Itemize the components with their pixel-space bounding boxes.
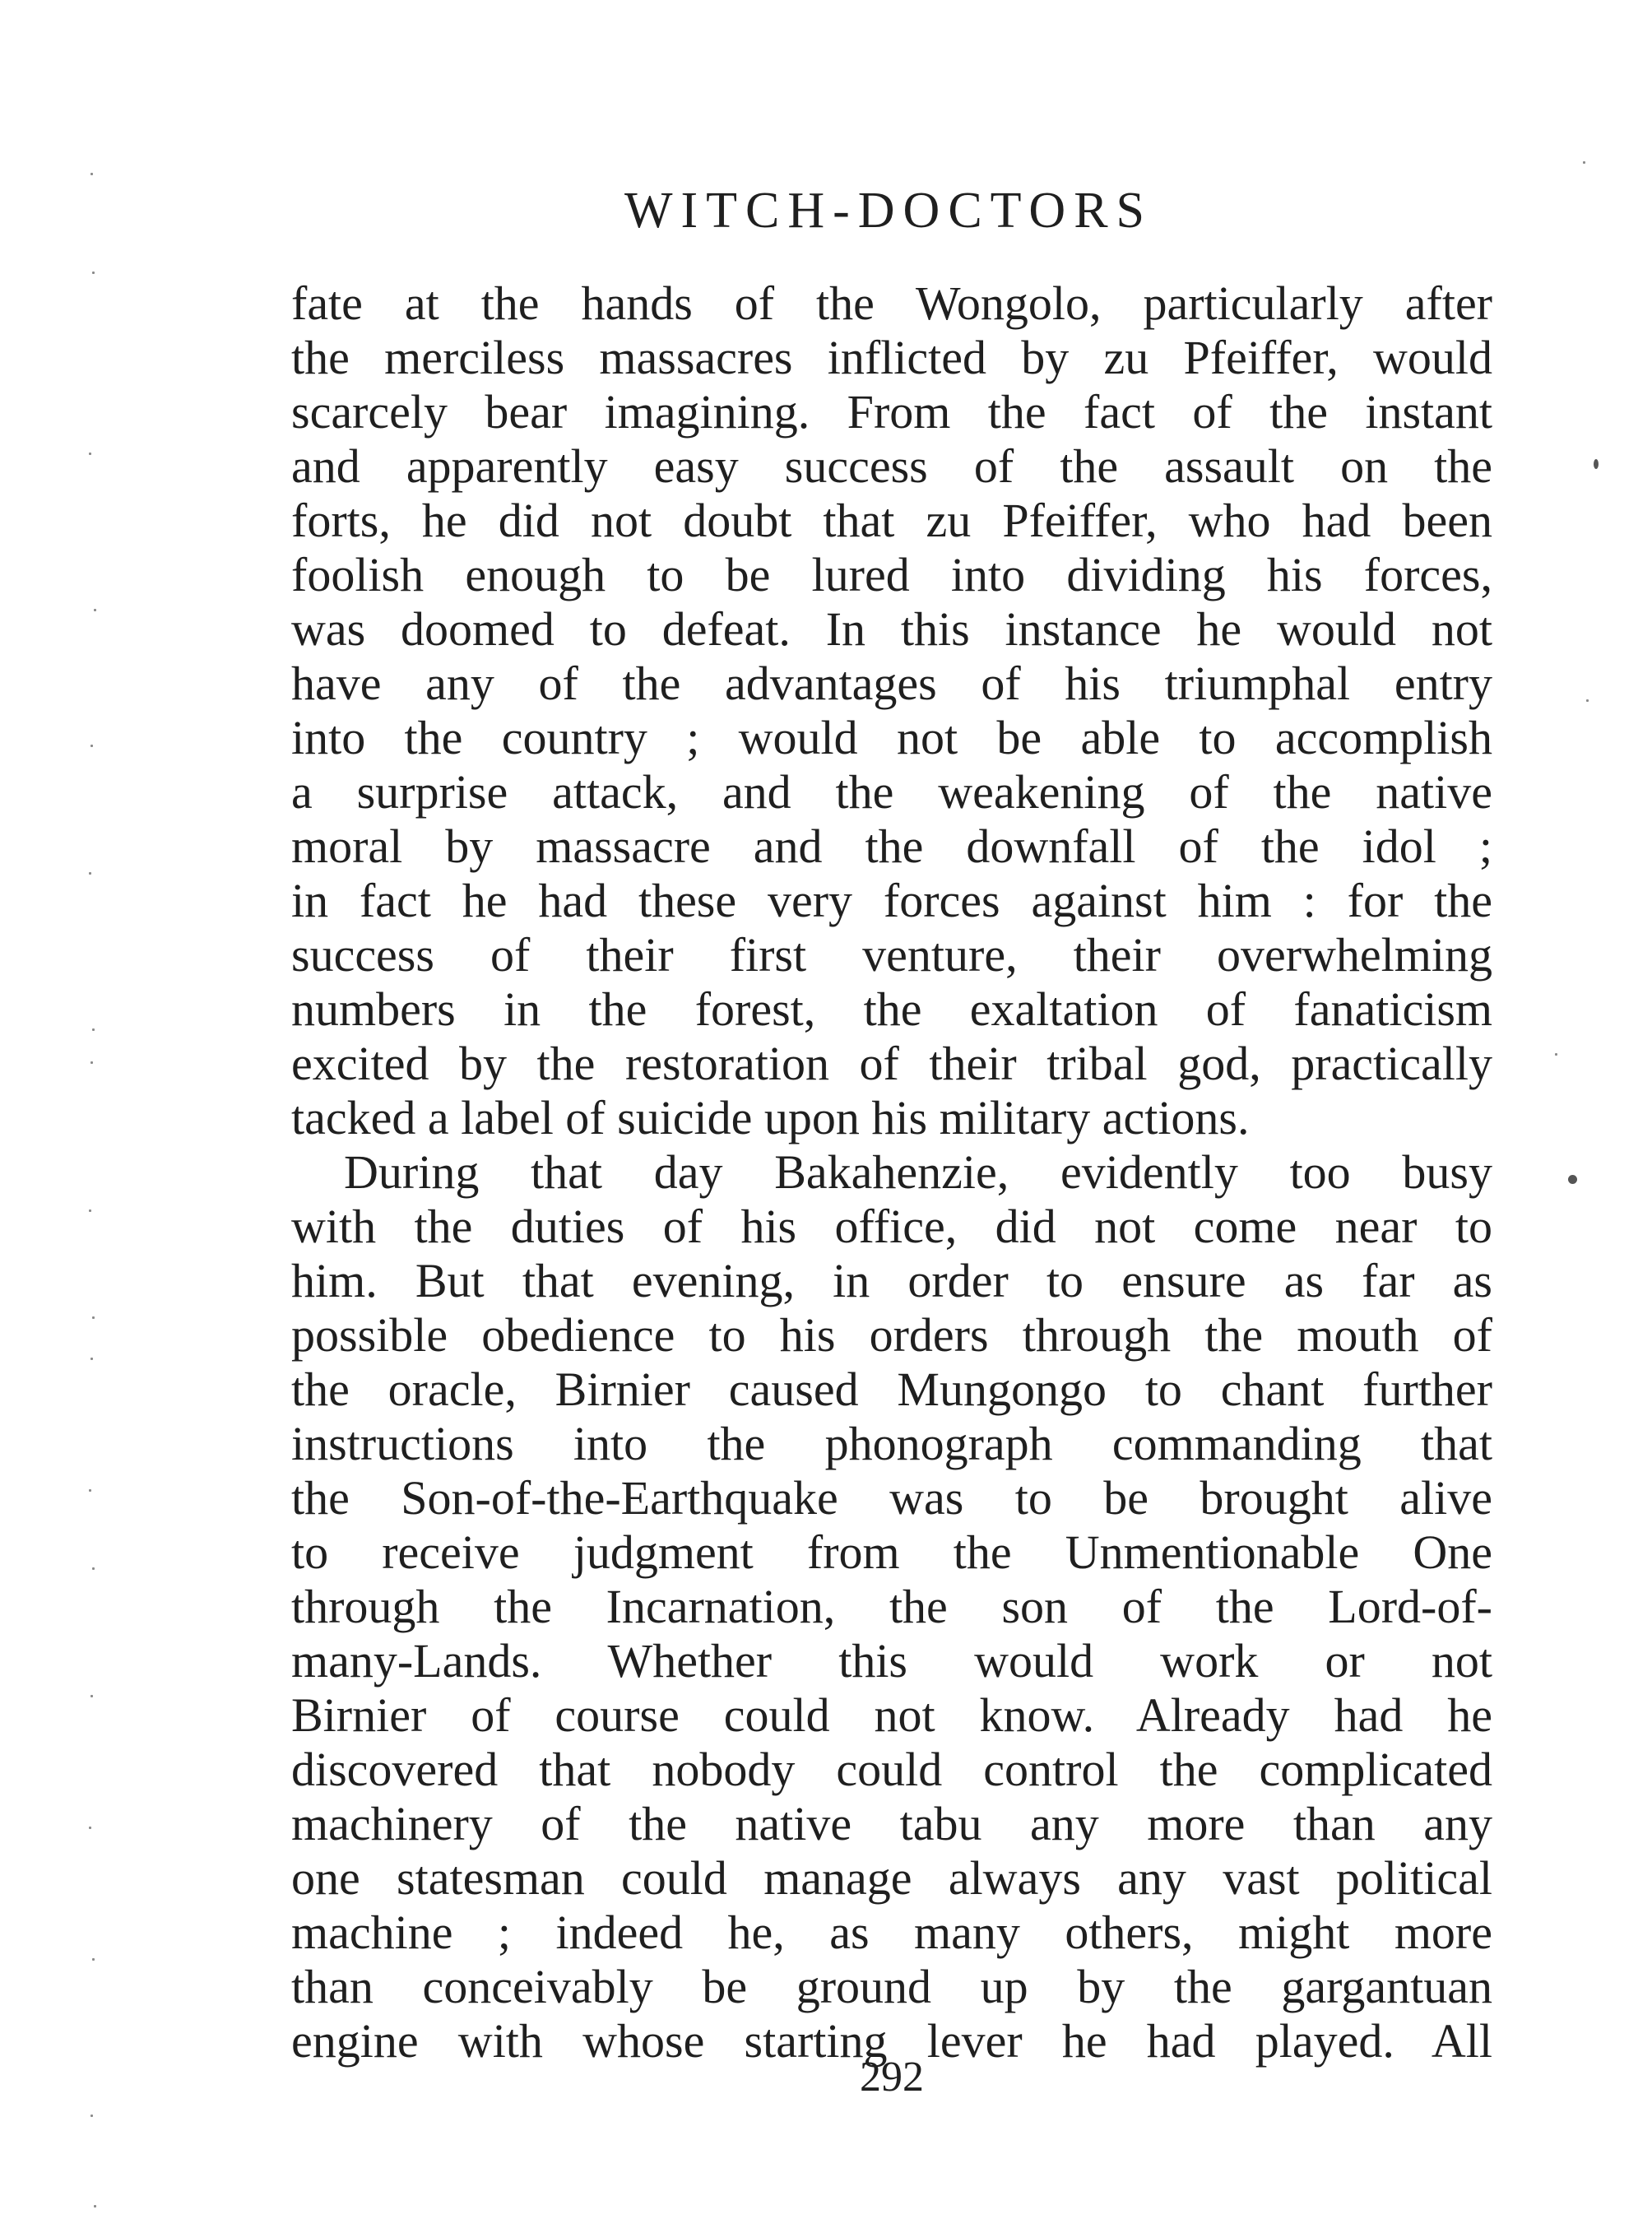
text-line: one statesman could manage always any vast political [291,1851,1492,1905]
text-line: the merciless massacres inflicted by zu Pfeiffer, would [291,331,1492,384]
scan-speck [92,1028,95,1031]
text-line: tacked a label of suicide upon his military actions. [291,1091,1250,1144]
running-head: WITCH-DOCTORS [624,183,1153,239]
text-line: foolish enough to be lured into dividing his forces, [291,548,1492,601]
scan-speck [1555,1053,1557,1056]
text-line: a surprise attack, and the weakening of the native [291,765,1492,819]
scan-speck [94,2205,96,2207]
text-line: in fact he had these very forces against him : for the [291,874,1492,927]
text-line: machine ; indeed he, as many others, might more [291,1906,1492,1959]
text-line: success of their first venture, their overwhelming [291,928,1492,982]
text-line: discovered that nobody could control the complicated [291,1743,1492,1796]
text-line: through the Incarnation, the son of the Lord-of- [291,1580,1492,1633]
text-line: possible obedience to his orders through the mouth of [291,1308,1492,1362]
scan-speck [92,1958,95,1961]
text-line: have any of the advantages of his triumphal entry [291,657,1492,710]
scan-speck [1586,699,1589,702]
text-line: excited by the restoration of their tribal god, practically [291,1037,1492,1090]
text-line: into the country ; would not be able to accomplish [291,711,1492,764]
text-line: Birnier of course could not know. Already had he [291,1688,1492,1742]
text-line: forts, he did not doubt that zu Pfeiffer, who had been [291,494,1492,547]
scan-speck [89,1489,91,1492]
scan-speck [90,745,93,747]
text-line: the oracle, Birnier caused Mungongo to chant further [291,1363,1492,1416]
text-line: and apparently easy success of the assault on the [291,439,1492,493]
scan-speck [1583,161,1585,164]
text-line: moral by massacre and the downfall of the idol ; [291,819,1492,873]
scan-mark [1568,1175,1577,1184]
text-line: than conceivably be ground up by the gargantuan [291,1960,1492,2013]
scan-speck [92,1316,95,1319]
text-line: scarcely bear imagining. From the fact of the instant [291,385,1492,439]
text-line: instructions into the phonograph commanding that [291,1417,1492,1470]
text-line: him. But that evening, in order to ensure as far as [291,1254,1492,1307]
text-line: many-Lands. Whether this would work or not [291,1634,1492,1688]
text-line: numbers in the forest, the exaltation of fanaticism [291,982,1492,1036]
text-line: with the duties of his office, did not come near to [291,1200,1492,1253]
scan-speck [90,1061,93,1064]
scan-speck [90,2115,93,2117]
text-line: machinery of the native tabu any more than any [291,1797,1492,1850]
text-line: During that day Bakahenzie, evidently too busy [344,1145,1492,1199]
text-line: fate at the hands of the Wongolo, particularly after [291,276,1492,330]
text-line: the Son-of-the-Earthquake was to be brought alive [291,1471,1492,1525]
scan-speck [89,872,91,875]
scan-mark [1594,459,1599,469]
scan-speck [94,609,96,611]
scan-speck [89,453,91,455]
scan-speck [89,1209,91,1212]
scan-speck [90,173,93,175]
page-number: 292 [860,2054,924,2101]
scan-speck [92,1567,95,1570]
scan-speck [92,272,95,274]
scan-speck [90,1695,93,1697]
scan-speck [90,1358,93,1360]
text-line: was doomed to defeat. In this instance he would not [291,602,1492,656]
text-line: to receive judgment from the Unmentionable One [291,1525,1492,1579]
scan-speck [89,1827,91,1829]
text-line: engine with whose starting lever he had played. All [291,2014,1492,2068]
